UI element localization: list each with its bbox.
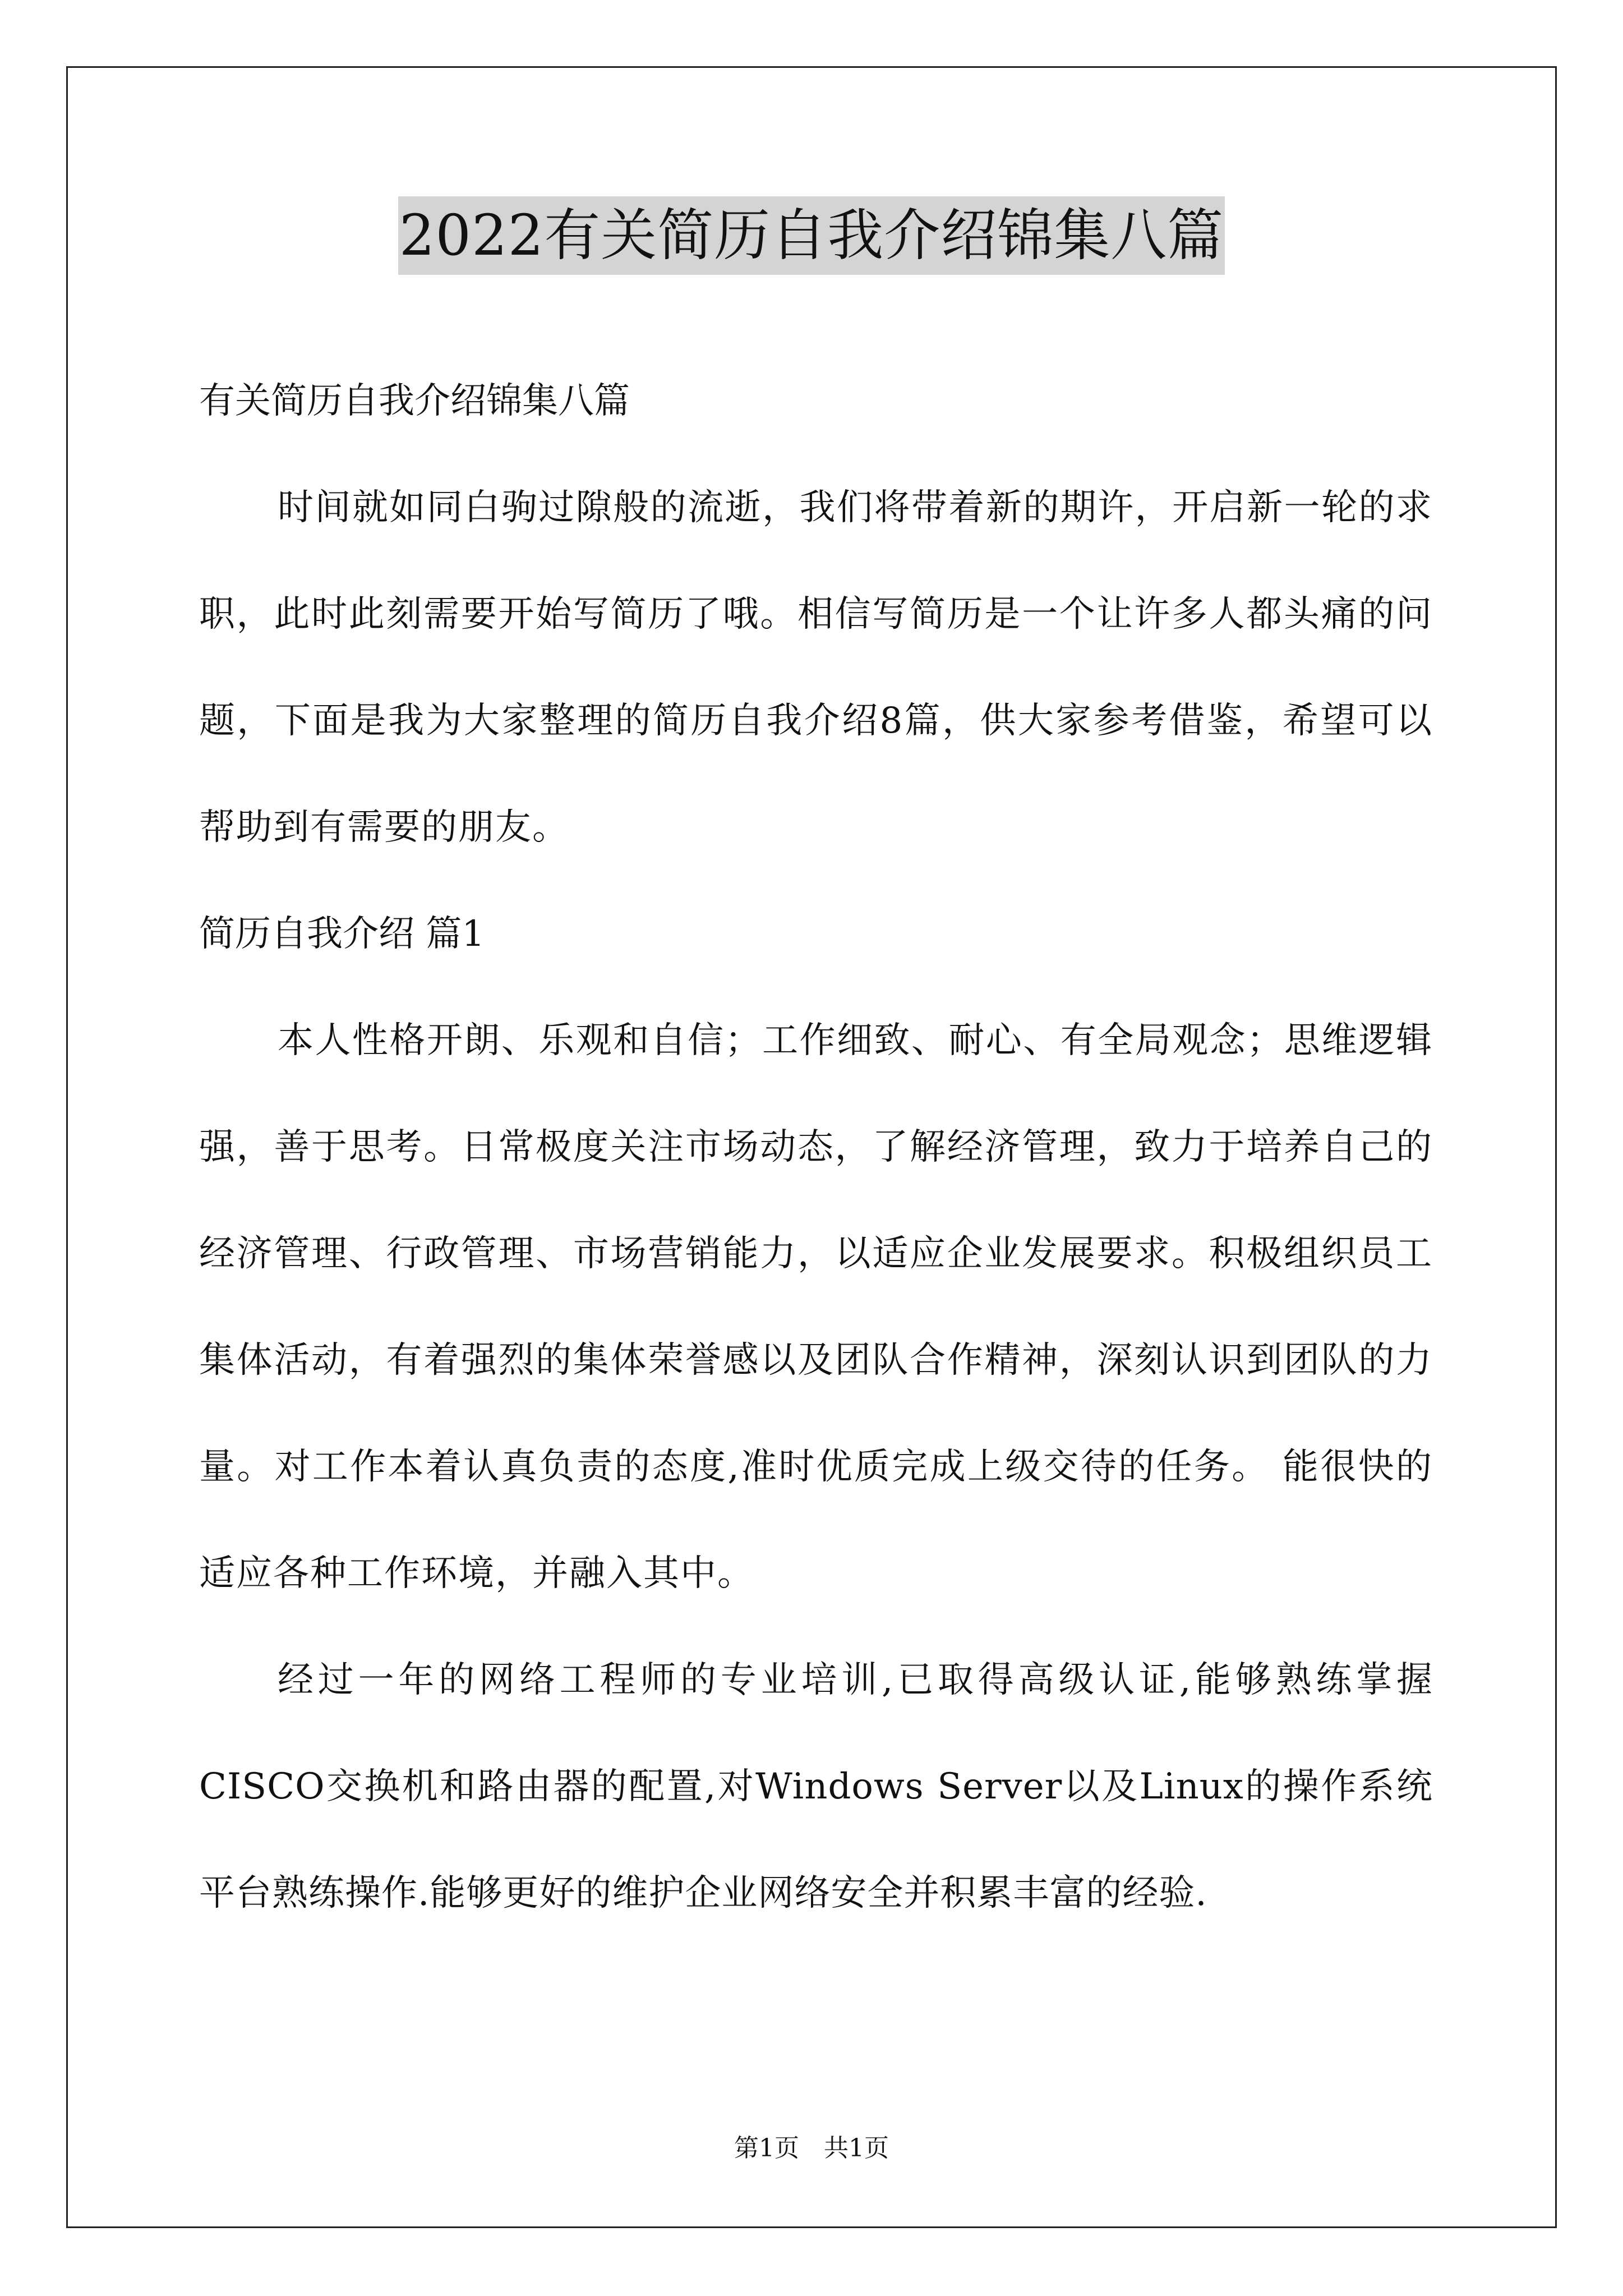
section-paragraph-2: 经过一年的网络工程师的专业培训,已取得高级认证,能够熟练掌握CISCO交换机和路由器的配置,对Windows Server以及Linux的操作系统平台熟练操作.能够更好的维护企业网络安全并积累丰富的经验. bbox=[199, 1659, 1433, 1914]
document-title: 2022有关简历自我介绍锦集八篇 bbox=[398, 196, 1225, 275]
section-paragraph-1: 本人性格开朗、乐观和自信；工作细致、耐心、有全局观念；思维逻辑强，善于思考。日常极度关注市场动态，了解经济管理，致力于培养自己的经济管理、行政管理、市场营销能力，以适应企业发展要求。积极组织员工集体活动，有着强烈的集体荣誉感以及团队合作精神，深刻认识到团队的力量。对工作本着认真负责的态度,准时优质完成上级交待的任务。 能很快的适应各种工作环境，并融入其中。 bbox=[199, 1020, 1433, 1594]
document-subtitle: 有关简历自我介绍锦集八篇 bbox=[199, 380, 630, 422]
title-container bbox=[0, 196, 1623, 275]
page-footer: 第1页 共1页 bbox=[734, 2134, 889, 2162]
intro-paragraph: 时间就如同白驹过隙般的流逝，我们将带着新的期许，开启新一轮的求职，此时此刻需要开始写简历了哦。相信写简历是一个让许多人都头痛的问题，下面是我为大家整理的简历自我介绍8篇，供大家参考借鉴，希望可以帮助到有需要的朋友。 bbox=[199, 487, 1433, 848]
section-heading: 简历自我介绍 篇1 bbox=[199, 913, 485, 955]
document-body bbox=[199, 348, 1433, 1947]
